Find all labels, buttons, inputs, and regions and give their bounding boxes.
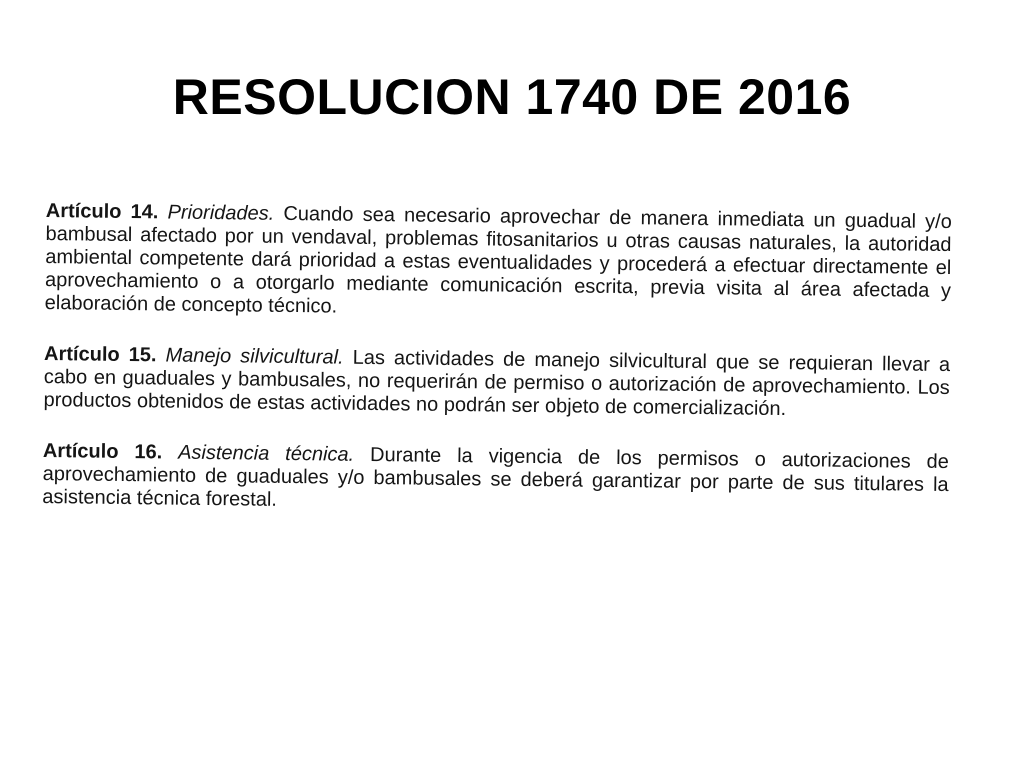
article-body: Durante la vigencia de los permisos o autorizaciones de aprovechamiento de guaduales y/o bambusales se deberá garantizar por parte de sus titulares la asistencia técnica forestal.	[42, 443, 950, 511]
article-number: Artículo 15.	[43, 342, 157, 367]
article-heading: Manejo silvicultural.	[165, 344, 344, 369]
slide-title: RESOLUCION 1740 DE 2016	[172, 69, 852, 125]
article-number: Artículo 14.	[45, 200, 159, 224]
article-14	[45, 200, 952, 326]
article-number: Artículo 16.	[42, 439, 163, 464]
article-15	[43, 343, 950, 423]
article-16	[42, 440, 949, 520]
article-body: Cuando sea necesario aprovechar de manera inmediata un guadual y/o bambusal afectado por un vendaval, problemas fitosanitarios u otras causas naturales, la autoridad ambiental competente dará prioridad a estas eventualidades y procederá a efectuar directamente el aprovechamiento o a otorgarlo mediante comunicación escrita, previa visita al área afectada y elaboración de concepto técnico.	[44, 202, 952, 318]
scanned-document-excerpt	[42, 200, 952, 548]
article-heading: Prioridades.	[167, 201, 275, 225]
article-body: Las actividades de manejo silvicultural que se requieran llevar a cabo en guaduales y bambusales, no requerirán de permiso o autorización de aprovechamiento. Los productos obtenidos de estas actividades no podrán ser objeto de comercialización.	[43, 346, 951, 421]
article-heading: Asistencia técnica.	[178, 441, 355, 466]
